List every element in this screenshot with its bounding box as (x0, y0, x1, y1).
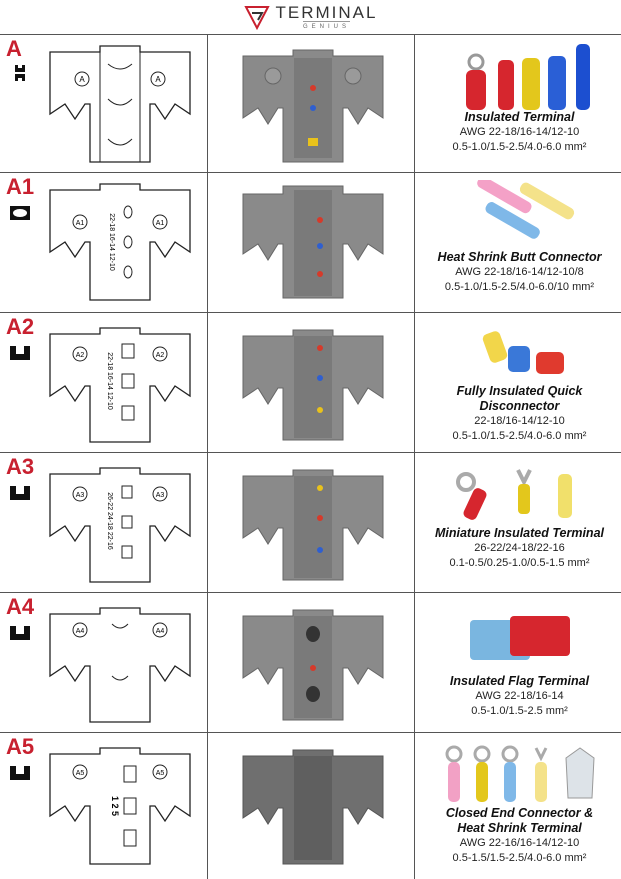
die-row-a1 (0, 172, 621, 312)
crimp-profile-icon (8, 484, 32, 502)
die-row-a2 (0, 312, 621, 452)
drawing-label-right: A2 (155, 352, 165, 359)
product-description (418, 110, 621, 155)
product-title: Heat Shrink Butt Connector (437, 250, 602, 264)
die-line-drawing (40, 466, 200, 584)
drawing-label-left: A (79, 75, 85, 84)
brand-logo-icon (244, 4, 270, 30)
product-title: Insulated Terminal (464, 110, 575, 124)
die-line-drawing (40, 326, 200, 444)
product-photo-heat-shrink-butt (426, 180, 616, 252)
die-line-drawing (40, 746, 200, 866)
brand-name: TERMINAL (275, 2, 378, 22)
product-description (418, 806, 621, 866)
die-photo (228, 182, 398, 302)
die-engraving: 26-22 24-18 22-16 (106, 492, 113, 550)
product-photo-closed-end-and-heat-shrink (426, 738, 616, 810)
product-title: Fully Insulated Quick (456, 384, 583, 398)
product-spec: AWG 22-18/16-14 (475, 690, 564, 702)
die-line-drawing (40, 606, 200, 724)
brand-header (0, 0, 621, 34)
product-description (418, 250, 621, 295)
product-spec: 26-22/24-18/22-16 (474, 542, 565, 554)
crimp-profile-icon (8, 764, 32, 782)
die-row-a (0, 34, 621, 172)
die-code: A2 (6, 314, 35, 339)
product-spec: 0.5-1.0/1.5-2.5/4.0-6.0 mm² (452, 141, 587, 153)
product-title: Insulated Flag Terminal (449, 674, 590, 688)
drawing-label-left: A4 (75, 628, 85, 635)
crimp-profile-icon (8, 624, 32, 642)
die-code: A (6, 36, 22, 61)
drawing-label-left: A2 (75, 352, 85, 359)
die-line-drawing (40, 44, 200, 164)
die-line-drawing (40, 182, 200, 302)
die-code: A3 (6, 454, 35, 479)
product-spec: 0.5-1.5/1.5-2.5/4.0-6.0 mm² (452, 852, 587, 864)
crimp-profile-icon (8, 204, 32, 222)
drawing-label-right: A3 (155, 492, 165, 499)
die-row-a5 (0, 732, 621, 879)
die-engraving: 22-18 16-14 12-10 (106, 352, 113, 410)
product-description (418, 526, 621, 571)
product-title: Closed End Connector & (445, 806, 594, 820)
product-spec: AWG 22-18/16-14/12-10 (459, 126, 580, 138)
drawing-label-right: A1 (155, 220, 165, 227)
product-spec: 0.5-1.0/1.5-2.5/4.0-6.0 mm² (452, 430, 587, 442)
product-title: Disconnector (479, 399, 560, 413)
die-row-a4 (0, 592, 621, 732)
brand-wordmark (276, 4, 378, 31)
product-spec: AWG 22-18/16-14/12-10/8 (455, 266, 584, 278)
die-code: A5 (6, 734, 35, 759)
product-description (418, 384, 621, 444)
crimp-profile-icon (8, 64, 32, 82)
drawing-label-right: A (155, 75, 161, 84)
die-photo (228, 326, 398, 442)
die-photo (228, 466, 398, 582)
drawing-label-left: A5 (75, 770, 85, 777)
die-photo (228, 746, 398, 866)
product-title: Miniature Insulated Terminal (434, 526, 604, 540)
die-engraving: 1 2 5 (110, 795, 120, 817)
die-code: A1 (6, 174, 35, 199)
drawing-label-left: A3 (75, 492, 85, 499)
brand-tagline: GENIUS (303, 21, 350, 31)
product-photo-insulated-terminals (426, 40, 616, 112)
die-code: A4 (6, 594, 35, 619)
die-engraving: 22-18 16-14 12-10 (108, 213, 115, 271)
crimp-profile-icon (8, 344, 32, 362)
product-spec: 22-18/16-14/12-10 (474, 415, 565, 427)
product-spec: 0.1-0.5/0.25-1.0/0.5-1.5 mm² (449, 557, 590, 569)
product-photo-quick-disconnect (426, 320, 616, 388)
product-title: Heat Shrink Terminal (457, 821, 582, 835)
product-spec: 0.5-1.0/1.5-2.5/4.0-6.0/10 mm² (444, 281, 595, 293)
die-photo (228, 46, 398, 164)
product-photo-miniature-terminals (426, 460, 616, 528)
product-description (418, 674, 621, 719)
drawing-label-left: A1 (75, 220, 85, 227)
die-photo (228, 606, 398, 722)
die-row-a3 (0, 452, 621, 592)
product-photo-flag-terminals (426, 602, 616, 670)
product-spec: 0.5-1.0/1.5-2.5 mm² (471, 705, 568, 717)
drawing-label-right: A4 (155, 628, 165, 635)
product-spec: AWG 22-16/16-14/12-10 (459, 837, 580, 849)
drawing-label-right: A5 (155, 770, 165, 777)
